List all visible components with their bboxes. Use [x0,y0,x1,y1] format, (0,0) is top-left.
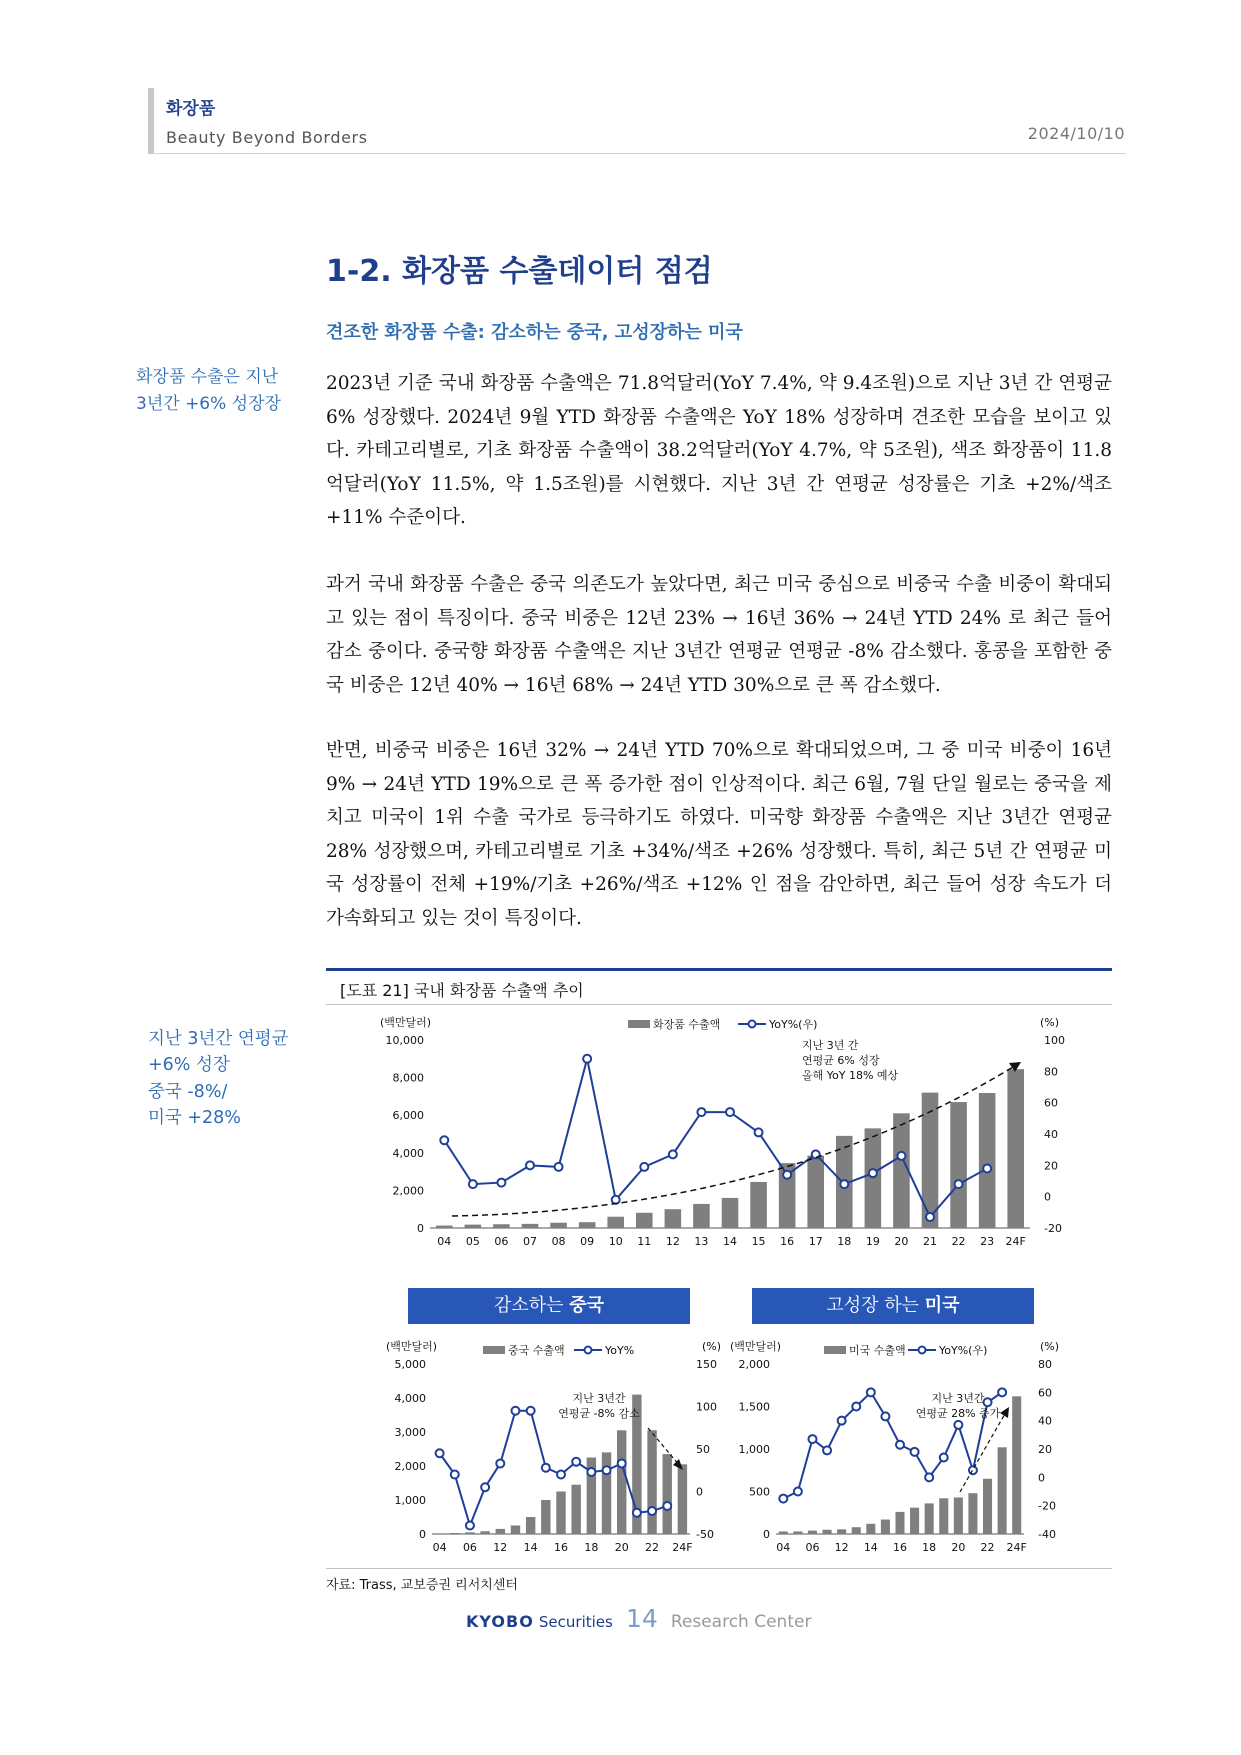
y-axis-label: (백만달러) [386,1340,438,1353]
y-tick-label: 1,500 [738,1400,770,1414]
legend-line-label: YoY%(우) [939,1344,988,1357]
bar [954,1497,963,1534]
sidenote-line: 중국 -8%/ [148,1081,228,1102]
bar [939,1498,948,1534]
annotation-text: 연평균 6% 성장 [802,1054,880,1067]
footer-research-center: Research Center [670,1612,812,1632]
y-tick-label: 5,000 [394,1358,426,1371]
y2-tick-label: 60 [1038,1386,1052,1400]
yoy-point [969,1466,977,1474]
y2-tick-label: -20 [1038,1499,1056,1513]
y-axis-label: (백만달러) [730,1340,782,1353]
source-note: 자료: Trass, 교보증권 리서치센터 [326,1578,518,1593]
y2-tick-label: 40 [1044,1128,1058,1141]
figure-title: [도표 21] 국내 화장품 수출액 추이 [340,981,584,1000]
band-us-bold: 미국 [924,1295,960,1316]
bar [808,1531,817,1534]
x-tick-label: 22 [645,1541,660,1554]
x-tick-label: 05 [465,1235,480,1248]
x-tick-label: 24F [1005,1235,1026,1248]
band-china-prefix: 감소하는 [493,1295,570,1316]
x-tick-label: 22 [980,1541,995,1554]
y2-tick-label: -20 [1044,1222,1062,1235]
page-number: 14 [625,1604,658,1633]
legend-bar-label: 중국 수출액 [508,1344,565,1357]
yoy-point [954,1421,962,1429]
band-china-bold: 중국 [569,1295,605,1316]
y2-tick-label: 80 [1038,1358,1052,1371]
x-tick-label: 22 [951,1235,966,1248]
yoy-point [940,1454,948,1462]
y2-axis-label: (%) [702,1340,722,1353]
yoy-point [881,1412,889,1420]
y2-tick-label: -50 [696,1528,714,1541]
yoy-point [823,1446,831,1454]
footer-securities: Securities [538,1613,613,1631]
sidenote-line: +6% 성장 [148,1055,230,1076]
x-tick-label: 10 [608,1235,623,1248]
header-category: 화장품 [166,99,216,119]
y-tick-label: 0 [763,1528,770,1541]
band-us-prefix: 고성장 하는 [826,1295,925,1316]
x-tick-label: 11 [637,1235,652,1248]
yoy-point [867,1388,875,1396]
x-tick-label: 14 [863,1541,878,1554]
yoy-point [808,1435,816,1443]
trend-arrow-head [1000,1407,1009,1418]
y-tick-label: 2,000 [394,1460,426,1473]
x-tick-label: 21 [923,1235,937,1248]
x-tick-label: 16 [893,1541,907,1554]
bar [793,1531,802,1534]
x-tick-label: 06 [494,1235,509,1248]
x-tick-label: 19 [865,1235,880,1248]
y-tick-label: 3,000 [394,1426,426,1439]
y2-tick-label: 80 [1044,1065,1058,1079]
x-tick-label: 18 [584,1541,599,1554]
legend-line-label: YoY% [605,1344,635,1357]
x-tick-label: 06 [805,1541,820,1554]
annotation-text: 지난 3년 간 [802,1039,859,1052]
x-tick-label: 04 [776,1541,791,1554]
x-tick-label: 12 [834,1541,849,1554]
bar [779,1531,788,1534]
sidenote-line: 지난 3년간 연평균 [148,1029,289,1049]
y2-tick-label: -40 [1038,1528,1056,1541]
x-tick-label: 16 [554,1541,568,1554]
y-tick-label: 8,000 [392,1071,424,1085]
source-rule [326,1568,1112,1569]
y2-tick-label: 150 [696,1358,717,1371]
bar [968,1493,977,1534]
x-tick-label: 14 [523,1541,538,1554]
x-tick-label: 16 [780,1235,795,1248]
y-tick-label: 1,000 [738,1443,770,1456]
sidenote-line: 화장품 수출은 지난 [136,367,279,387]
x-tick-label: 18 [922,1541,937,1554]
x-tick-label: 09 [580,1235,595,1248]
x-tick-label: 12 [665,1235,680,1248]
y2-axis-label: (%) [1040,1016,1060,1029]
y-tick-label: 4,000 [394,1392,426,1405]
bar [837,1529,846,1534]
bar [998,1447,1007,1534]
bar [881,1520,890,1534]
y2-tick-label: 0 [696,1485,703,1499]
x-tick-label: 23 [980,1235,995,1248]
header-subtitle: Beauty Beyond Borders [166,128,368,147]
x-tick-label: 06 [462,1541,477,1554]
subsection-title: 견조한 화장품 수출: 감소하는 중국, 고성장하는 미국 [326,322,743,343]
y2-tick-label: 20 [1044,1159,1058,1173]
bar [910,1508,919,1534]
yoy-point [779,1495,787,1503]
y-tick-label: 6,000 [392,1109,424,1123]
bar [866,1524,875,1534]
yoy-point [896,1441,904,1449]
y-axis-label: (백만달러) [380,1016,432,1029]
x-tick-label: 08 [551,1235,566,1248]
yoy-point [998,1388,1006,1396]
section-title: 1-2. 화장품 수출데이터 점검 [326,254,713,289]
bar [925,1503,934,1534]
y2-axis-label: (%) [1040,1340,1060,1353]
bar [852,1527,861,1534]
y2-tick-label: 0 [1044,1190,1051,1204]
y2-tick-label: 20 [1038,1443,1052,1456]
bar [895,1512,904,1534]
annotation-text: 지난 3년간 [572,1392,626,1405]
y-tick-label: 10,000 [385,1034,424,1047]
legend-line-label: YoY%(우) [769,1018,818,1031]
legend-bar-swatch [824,1346,846,1354]
bar [823,1530,832,1534]
sidenote-line: 미국 +28% [148,1107,241,1128]
x-tick-label: 07 [523,1235,537,1248]
annotation-text: 연평균 28% 증가 [915,1407,1001,1420]
body-paragraph: 반면, 비중국 비중은 16년 32% → 24년 YTD 70%으로 확대되었으며, 그 중 미국 비중이 16년 9% → 24년 YTD 19%으로 큰 폭 증가한 점이 인상적이다. 최근 6월, 7월 단일 월로는 중국을 제치고 미국이 1위 수출 국가로 등극하기도 하였다. 미국향 화장품 수출액은 지난 3년간 연평균 28% 성장했으며, 카테고리별로 기초 +34%/색조 +26% 성장했다. 특히, 최근 5년 간 연평균 미국 성장률이 전체 +19%/기초 +26%/색조 +12% 인 점을 감안하면, 최근 들어 성장 속도가 더 가속화되고 있는 것이 특징이다. [326,740,1112,929]
x-tick-label: 04 [432,1541,447,1554]
y2-tick-label: 100 [1044,1034,1065,1047]
y-tick-label: 4,000 [392,1146,424,1160]
legend-bar-label: 화장품 수출액 [653,1018,721,1031]
x-tick-label: 20 [614,1541,629,1554]
x-tick-label: 04 [437,1235,452,1248]
yoy-point [911,1448,919,1456]
y-tick-label: 500 [749,1485,770,1499]
annotation-text: 연평균 -8% 감소 [558,1407,640,1420]
y-tick-label: 0 [419,1528,426,1541]
yoy-point [794,1488,802,1496]
y-tick-label: 2,000 [738,1358,770,1371]
y2-tick-label: 0 [1038,1471,1045,1485]
bar [983,1479,992,1534]
x-tick-label: 15 [751,1235,766,1248]
yoy-point [925,1473,933,1481]
y2-tick-label: 40 [1038,1414,1052,1428]
body-paragraph: 2023년 기준 국내 화장품 수출액은 71.8억달러(YoY 7.4%, 약 9.4조원)으로 지난 3년 간 연평균 6% 성장했다. 2024년 9월 YTD 화장품 수출액은 YoY 18% 성장하며 견조한 모습을 보이고 있다. 카테고리별로, 기초 화장품 수출액이 38.2억달러(YoY 4.7%, 약 5조원), 색조 화장품이 11.8억달러(YoY 11.5%, 약 1.5조원)를 시현했다. 지난 3년 간 연평균 성장률은 기초 +2%/색조 +11% 수준이다. [326,373,1112,528]
annotation-text: 지난 3년간 [931,1392,985,1405]
x-tick-label: 13 [694,1235,709,1248]
x-tick-label: 18 [837,1235,852,1248]
x-tick-label: 24F [1006,1541,1027,1554]
footer-brand: KYOBO [466,1612,534,1631]
x-tick-label: 12 [493,1541,508,1554]
y2-tick-label: 100 [696,1400,717,1414]
sidenote-line: 3년간 +6% 성장장 [136,394,281,415]
x-tick-label: 24F [672,1541,693,1554]
annotation-text: 올해 YoY 18% 예상 [802,1069,899,1082]
x-tick-label: 20 [951,1541,966,1554]
bar [1012,1396,1021,1534]
y-tick-label: 0 [417,1222,424,1235]
yoy-point [838,1417,846,1425]
body-paragraph: 과거 국내 화장품 수출은 중국 의존도가 높았다면, 최근 미국 중심으로 비중국 수출 비중이 확대되고 있는 점이 특징이다. 중국 비중은 12년 23% → 16년 36% → 24년 YTD 24% 로 최근 들어 감소 중이다. 중국향 화장품 수출액은 지난 3년간 연평균 연평균 -8% 감소했다. 홍콩을 포함한 중국 비중은 12년 40% → 16년 68% → 24년 YTD 30%으로 큰 폭 감소했다. [326,574,1112,696]
header-date: 2024/10/10 [1027,124,1125,143]
y2-tick-label: 50 [696,1443,710,1456]
yoy-point [984,1398,992,1406]
x-tick-label: 17 [808,1235,823,1248]
x-tick-label: 20 [894,1235,909,1248]
x-tick-label: 14 [723,1235,737,1248]
y2-tick-label: 60 [1044,1096,1058,1110]
y-tick-label: 1,000 [394,1494,426,1507]
yoy-point [852,1403,860,1411]
legend-bar-label: 미국 수출액 [849,1344,906,1357]
footer [466,1604,811,1634]
y-tick-label: 2,000 [392,1184,424,1198]
legend-line-dot [919,1347,926,1354]
